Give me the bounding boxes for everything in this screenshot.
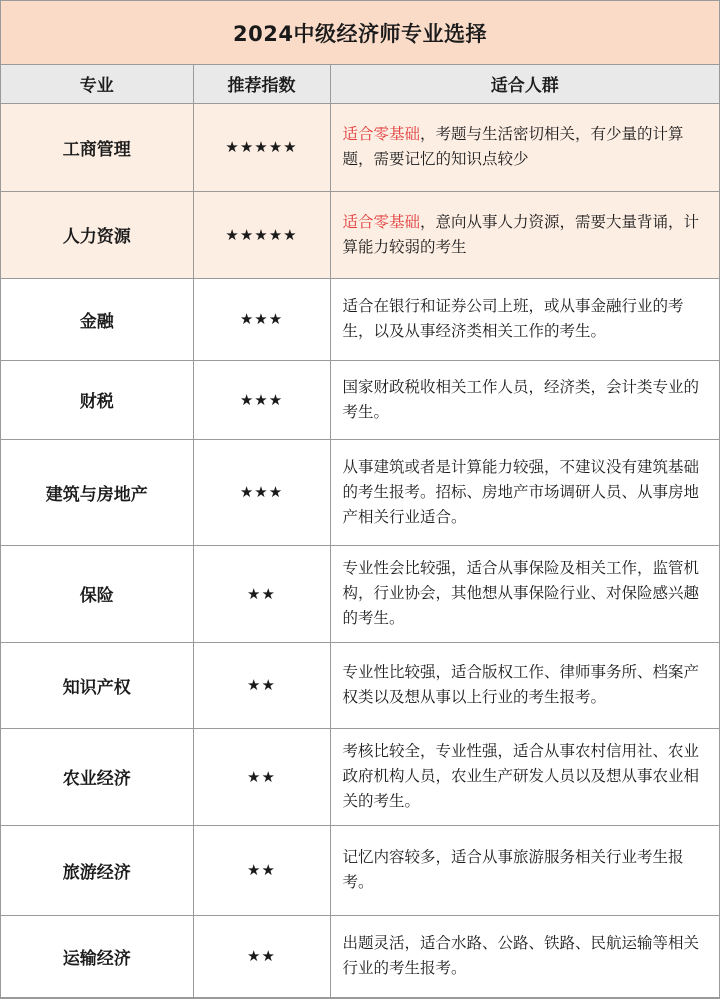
audience-desc: 国家财政税收相关工作人员，经济类，会计类专业的考生。 xyxy=(330,360,719,439)
table-header-row xyxy=(1,65,719,103)
audience-desc: 适合在银行和证券公司上班，或从事金融行业的考生，以及从事经济类相关工作的考生。 xyxy=(330,278,719,360)
page-title: 2024中级经济师专业选择 xyxy=(1,1,719,65)
major-name: 财税 xyxy=(1,360,193,439)
audience-desc: 专业性会比较强，适合从事保险及相关工作，监管机构，行业协会，其他想从事保险行业、对保险感兴趣的考生。 xyxy=(330,545,719,642)
highlight-text: 适合零基础 xyxy=(342,125,421,143)
major-table xyxy=(1,65,719,998)
star-rating: ★★ xyxy=(193,545,330,642)
audience-desc: 从事建筑或者是计算能力较强，不建议没有建筑基础的考生报考。招标、房地产市场调研人员、从事房地产相关行业适合。 xyxy=(330,439,719,545)
table-row xyxy=(1,545,719,642)
audience-desc: 专业性比较强，适合版权工作、律师事务所、档案产权类以及想从事以上行业的考生报考。 xyxy=(330,642,719,728)
table-row xyxy=(1,825,719,915)
table-row xyxy=(1,360,719,439)
table-row xyxy=(1,728,719,825)
star-rating: ★★★★★ xyxy=(193,191,330,278)
major-name: 农业经济 xyxy=(1,728,193,825)
audience-desc: 出题灵活，适合水路、公路、铁路、民航运输等相关行业的考生报考。 xyxy=(330,915,719,997)
desc-text: ，考题与生活密切相关，有少量的计算题，需要记忆的知识点较少 xyxy=(342,125,684,168)
major-name: 运输经济 xyxy=(1,915,193,997)
major-name: 知识产权 xyxy=(1,642,193,728)
desc-text: ，意向从事人力资源，需要大量背诵，计算能力较弱的考生 xyxy=(342,212,700,256)
major-name: 旅游经济 xyxy=(1,825,193,915)
highlight-text: 适合零基础 xyxy=(342,212,421,231)
table-row xyxy=(1,915,719,997)
table-row xyxy=(1,278,719,360)
header-major: 专业 xyxy=(1,65,193,103)
star-rating: ★★★ xyxy=(193,278,330,360)
table-row xyxy=(1,642,719,728)
table-row xyxy=(1,103,719,191)
major-name: 金融 xyxy=(1,278,193,360)
star-rating: ★★★ xyxy=(193,360,330,439)
major-name: 工商管理 xyxy=(1,103,193,191)
star-rating: ★★★ xyxy=(193,439,330,545)
audience-desc xyxy=(330,191,719,278)
header-audience: 适合人群 xyxy=(330,65,719,103)
major-name: 人力资源 xyxy=(1,191,193,278)
header-rating: 推荐指数 xyxy=(193,65,330,103)
table-row xyxy=(1,439,719,545)
table-row xyxy=(1,191,719,278)
star-rating: ★★★★★ xyxy=(193,103,330,191)
major-name: 保险 xyxy=(1,545,193,642)
star-rating: ★★ xyxy=(193,825,330,915)
audience-desc: 记忆内容较多，适合从事旅游服务相关行业考生报考。 xyxy=(330,825,719,915)
audience-desc: 考核比较全，专业性强，适合从事农村信用社、农业政府机构人员，农业生产研发人员以及想从事农业相关的考生。 xyxy=(330,728,719,825)
major-name: 建筑与房地产 xyxy=(1,439,193,545)
star-rating: ★★ xyxy=(193,642,330,728)
audience-desc xyxy=(330,103,719,191)
star-rating: ★★ xyxy=(193,728,330,825)
star-rating: ★★ xyxy=(193,915,330,997)
